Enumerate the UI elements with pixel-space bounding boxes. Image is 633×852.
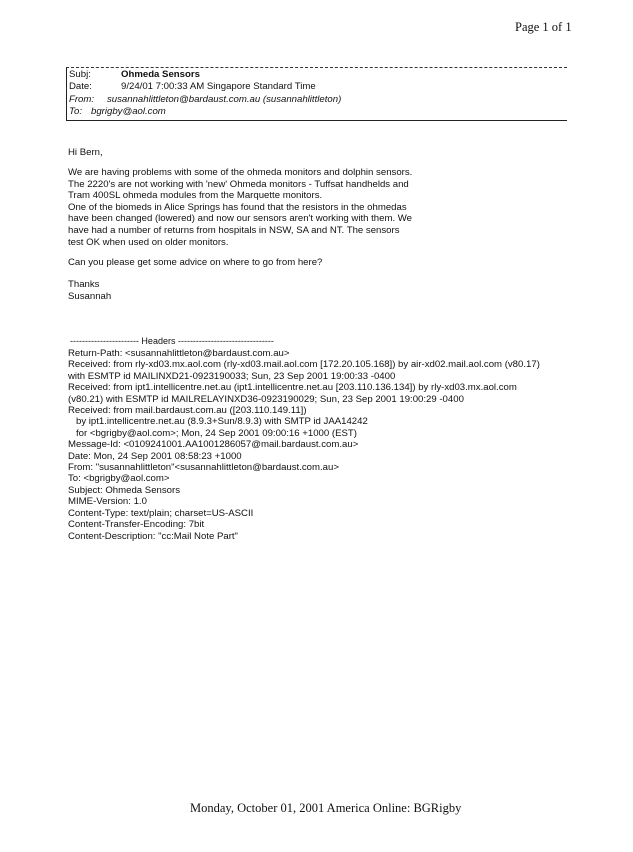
from-row: From: susannahlittleton@bardaust.com.au (susannahlittleton)	[69, 94, 342, 105]
closing: Thanks	[68, 279, 100, 290]
to-value: bgrigby@aol.com	[91, 106, 166, 117]
date-value: 9/24/01 7:00:33 AM Singapore Standard Time	[121, 81, 316, 92]
to-row: To: bgrigby@aol.com	[69, 106, 166, 117]
signature: Susannah	[68, 291, 112, 302]
body-paragraph: We are having problems with some of the ohmeda monitors and dolphin sensors. The 2220's are not working with 'new' Ohmeda monitors - Tuffsat handhelds and Tram 400SL ohmeda modules from the Marquette monitors. One of the biomeds in Alice Springs has found that the resistors in the ohmedas have been changed (lowered) and now our sensors aren't working with them. We have had a number of returns from hospitals in NSW, SA and NT. The sensors test OK when used on older monitors.	[68, 167, 413, 248]
print-footer: Monday, October 01, 2001 America Online: BGRigby	[190, 801, 462, 815]
from-value: susannahlittleton@bardaust.com.au (susannahlittleton)	[107, 94, 342, 105]
subject-row: Subj: Ohmeda Sensors	[69, 69, 200, 80]
email-header-box	[66, 67, 567, 121]
page-number: Page 1 of 1	[515, 20, 572, 34]
greeting: Hi Bern,	[68, 147, 103, 158]
subject-value: Ohmeda Sensors	[121, 69, 200, 80]
raw-headers: Return-Path: <susannahlittleton@bardaust.com.au> Received: from rly-xd03.mx.aol.com (rly-xd03.mail.aol.com [172.20.105.168]) by air-xd02.mail.aol.com (v80.17) with ESMTP id MAILINXD21-0923190033; Sun, 23 Sep 2001 19:00:33 -0400 Received: from ipt1.intellicentre.net.au (ipt1.intellicentre.net.au [203.110.136.134]) by rly-xd03.mx.aol.com (v80.21) with ESMTP id MAILRELAYINXD36-0923190029; Sun, 23 Sep 2001 19:00:29 -0400 Received: from mail.bardaust.com.au ([203.110.149.11]) by ipt1.intellicentre.net.au (8.9.3+Sun/8.9.3) with SMTP id JAA14242 for <bgrigby@aol.com>; Mon, 24 Sep 2001 09:00:16 +1000 (EST) Message-Id: <0109241001.AA1001286057@mail.bardaust.com.au> Date: Mon, 24 Sep 2001 08:58:23 +1000 From: "susannahlittleton"<susannahlittleton@bardaust.com.au> To: <bgrigby@aol.com> Subject: Ohmeda Sensors MIME-Version: 1.0 Content-Type: text/plain; charset=US-ASCII Content-Transfer-Encoding: 7bit Content-Description: "cc:Mail Note Part"	[68, 348, 540, 542]
date-row: Date: 9/24/01 7:00:33 AM Singapore Standard Time	[69, 81, 316, 92]
headers-divider: ----------------------- Headers --------------------------------	[70, 336, 274, 346]
body-question: Can you please get some advice on where to go from here?	[68, 257, 323, 268]
